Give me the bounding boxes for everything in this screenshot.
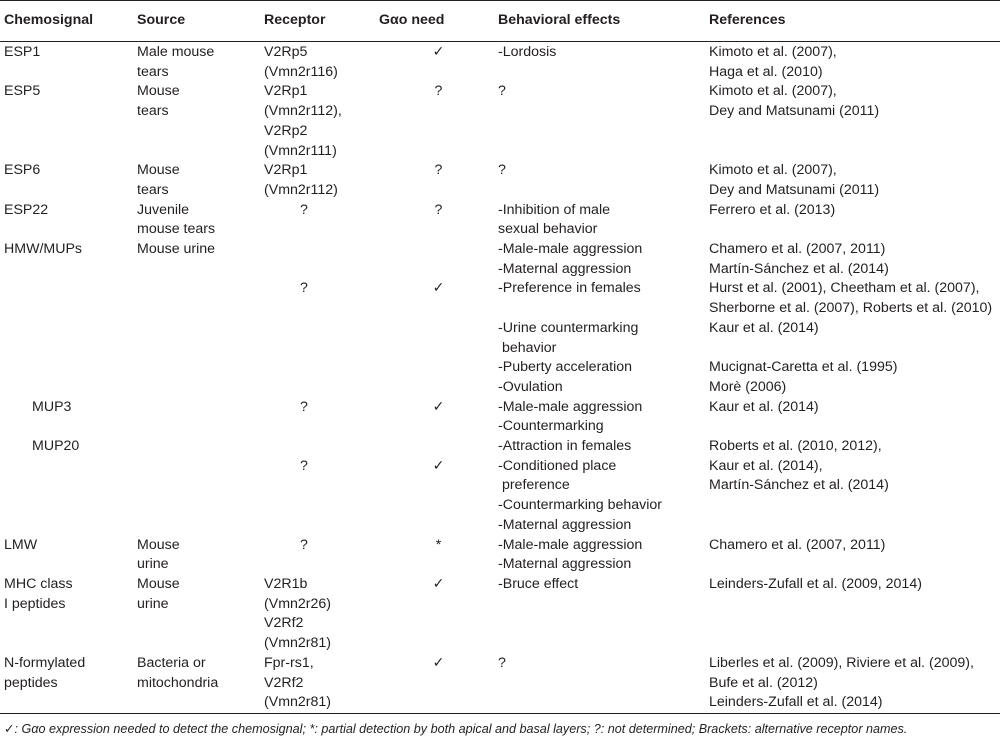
- cell-references-line: Leinders-Zufall et al. (2014): [709, 694, 883, 711]
- cell-source: [137, 42, 264, 83]
- cell-behavioral-effects: [498, 82, 709, 161]
- cell-references-line: Martín-Sánchez et al. (2014): [709, 477, 889, 494]
- cell-receptor: [264, 319, 379, 358]
- cell-receptor-line: ?: [300, 398, 308, 415]
- cell-behavioral-effects: [498, 240, 709, 279]
- table-row: [0, 82, 1000, 161]
- cell-source: [137, 82, 264, 161]
- cell-references-line: Chamero et al. (2007, 2011): [709, 536, 886, 553]
- cell-gao-need: [379, 240, 498, 279]
- cell-gao-need: [379, 575, 498, 654]
- cell-references: [709, 201, 1000, 240]
- cell-chemosignal: [0, 358, 137, 397]
- cell-receptor-line: ?: [300, 536, 308, 553]
- cell-source-line: Mouse urine: [137, 241, 216, 258]
- table-footnote: ✓: Gαo expression needed to detect the chemosignal; *: partial detection by both apical and basal layers; ?: not determined; Brackets: alternative receptor names.: [4, 721, 908, 736]
- cell-receptor: [264, 42, 379, 83]
- cell-behavioral-effects-line: -Bruce effect: [498, 575, 579, 592]
- cell-references: [709, 536, 1000, 575]
- gao-need-value: *: [435, 536, 442, 553]
- gao-need-value: ✓: [432, 457, 445, 474]
- cell-chemosignal-line: MUP20: [32, 438, 80, 455]
- table-row: [0, 457, 1000, 536]
- cell-behavioral-effects-line: sexual behavior: [498, 221, 598, 238]
- cell-source-line: urine: [137, 595, 169, 612]
- cell-receptor: [264, 398, 379, 437]
- cell-behavioral-effects: [498, 319, 709, 358]
- cell-source-line: mitochondria: [137, 674, 219, 691]
- cell-receptor-line: V2R1b: [264, 575, 308, 592]
- cell-behavioral-effects: [498, 279, 709, 318]
- cell-behavioral-effects-line: -Conditioned place: [498, 457, 617, 474]
- cell-gao-need: [379, 82, 498, 161]
- cell-source: [137, 358, 264, 397]
- cell-receptor-line: V2Rf2: [264, 615, 304, 632]
- cell-source-line: tears: [137, 103, 169, 120]
- cell-behavioral-effects: [498, 575, 709, 654]
- cell-chemosignal: [0, 201, 137, 240]
- cell-gao-need: [379, 358, 498, 397]
- cell-references-line: Chamero et al. (2007, 2011): [709, 241, 886, 258]
- cell-references-line: Martín-Sánchez et al. (2014): [709, 260, 889, 277]
- cell-references: [709, 319, 1000, 358]
- cell-chemosignal-line: ESP6: [4, 162, 41, 179]
- cell-behavioral-effects-line: -Maternal aggression: [498, 556, 632, 573]
- cell-source: [137, 654, 264, 714]
- cell-receptor-line: (Vmn2r81): [264, 694, 332, 711]
- table-row: [0, 201, 1000, 240]
- cell-chemosignal-line: N-formylated: [4, 654, 86, 671]
- cell-references-line: Hurst et al. (2001), Cheetham et al. (2007),: [709, 280, 980, 297]
- table-row: [0, 240, 1000, 279]
- cell-chemosignal: [0, 398, 137, 437]
- cell-chemosignal-line: MUP3: [32, 398, 72, 415]
- cell-references-line: Haga et al. (2010): [709, 63, 823, 80]
- cell-behavioral-effects-line: -Ovulation: [498, 378, 563, 395]
- cell-behavioral-effects-line: -Lordosis: [498, 44, 557, 60]
- cell-gao-need: [379, 398, 498, 437]
- cell-source-line: urine: [137, 556, 169, 573]
- header-chemosignal: Chemosignal: [0, 1, 137, 42]
- cell-source: [137, 279, 264, 318]
- table-row: [0, 358, 1000, 397]
- gao-need-value: ?: [434, 162, 443, 179]
- cell-chemosignal-line: MHC class: [4, 575, 73, 592]
- cell-references-line: Morè (2006): [709, 378, 787, 395]
- cell-references: [709, 437, 1000, 457]
- cell-source: [137, 437, 264, 457]
- table-row: [0, 398, 1000, 437]
- cell-references-line: Bufe et al. (2012): [709, 674, 818, 691]
- cell-references: [709, 457, 1000, 536]
- cell-receptor-line: (Vmn2r116): [264, 63, 338, 80]
- cell-references-line: Leinders-Zufall et al. (2009, 2014): [709, 575, 922, 592]
- cell-source: [137, 398, 264, 437]
- table-row: [0, 437, 1000, 457]
- header-receptor: Receptor: [264, 1, 379, 42]
- header-behavioral-effects: Behavioral effects: [498, 1, 709, 42]
- cell-references-line: Kaur et al. (2014): [709, 319, 819, 336]
- cell-source: [137, 457, 264, 536]
- cell-behavioral-effects-line: -Maternal aggression: [498, 516, 632, 533]
- cell-references: [709, 398, 1000, 437]
- cell-gao-need: [379, 42, 498, 83]
- table-row: [0, 42, 1000, 83]
- cell-receptor-line: (Vmn2r81): [264, 635, 332, 652]
- cell-gao-need: [379, 457, 498, 536]
- gao-need-value: ?: [434, 201, 443, 218]
- cell-receptor-line: (Vmn2r112): [264, 181, 338, 198]
- cell-receptor-line: V2Rp5: [264, 44, 308, 60]
- cell-references-line: Kaur et al. (2014): [709, 398, 819, 415]
- cell-receptor: [264, 201, 379, 240]
- cell-behavioral-effects-line: -Inhibition of male: [498, 201, 610, 218]
- cell-chemosignal: [0, 575, 137, 654]
- cell-behavioral-effects: [498, 201, 709, 240]
- cell-receptor: [264, 358, 379, 397]
- cell-source: [137, 575, 264, 654]
- cell-gao-need: [379, 279, 498, 318]
- gao-need-value: ✓: [432, 280, 445, 297]
- cell-source-line: Mouse: [137, 162, 180, 179]
- cell-gao-need: [379, 319, 498, 358]
- cell-receptor-line: ?: [300, 201, 308, 218]
- cell-chemosignal-line: ESP22: [4, 201, 49, 218]
- cell-behavioral-effects: [498, 398, 709, 437]
- cell-behavioral-effects: [498, 457, 709, 536]
- cell-behavioral-effects-line: -Urine countermarking: [498, 319, 639, 336]
- cell-source: [137, 536, 264, 575]
- cell-chemosignal-line: ESP5: [4, 83, 41, 100]
- cell-behavioral-effects-line: -Attraction in females: [498, 438, 632, 455]
- cell-source-line: mouse tears: [137, 221, 216, 238]
- cell-references-line: Kimoto et al. (2007),: [709, 44, 837, 60]
- cell-behavioral-effects-line: ?: [498, 654, 506, 671]
- cell-source: [137, 201, 264, 240]
- cell-chemosignal-line: HMW/MUPs: [4, 241, 83, 258]
- header-row: [0, 1, 1000, 42]
- cell-references: [709, 279, 1000, 318]
- cell-receptor-line: V2Rp1: [264, 83, 308, 100]
- gao-need-value: ?: [434, 83, 443, 100]
- cell-gao-need: [379, 201, 498, 240]
- cell-source-line: Mouse: [137, 536, 180, 553]
- table-row: [0, 319, 1000, 358]
- cell-receptor-line: V2Rf2: [264, 674, 304, 691]
- cell-references-line: Dey and Matsunami (2011): [709, 103, 880, 120]
- cell-receptor-line: V2Rp1: [264, 162, 308, 179]
- table-row: [0, 279, 1000, 318]
- cell-gao-need: [379, 536, 498, 575]
- cell-source: [137, 161, 264, 200]
- cell-source-line: Juvenile: [137, 201, 190, 218]
- cell-chemosignal-line: ESP1: [4, 44, 41, 60]
- cell-source-line: Mouse: [137, 575, 180, 592]
- cell-receptor: [264, 82, 379, 161]
- cell-references-line: Mucignat-Caretta et al. (1995): [709, 359, 898, 376]
- table-row: [0, 654, 1000, 714]
- cell-behavioral-effects-line: -Puberty acceleration: [498, 359, 633, 376]
- cell-behavioral-effects: [498, 161, 709, 200]
- cell-receptor-line: Fpr-rs1,: [264, 654, 314, 671]
- cell-source-line: Male mouse: [137, 44, 215, 60]
- cell-source-line: Bacteria or: [137, 654, 206, 671]
- cell-receptor: [264, 536, 379, 575]
- header-references: References: [709, 1, 1000, 42]
- gao-need-value: ✓: [432, 398, 445, 415]
- cell-source: [137, 319, 264, 358]
- cell-behavioral-effects: [498, 654, 709, 714]
- cell-chemosignal: [0, 42, 137, 83]
- cell-source-line: Mouse: [137, 83, 180, 100]
- cell-references-line: Ferrero et al. (2013): [709, 201, 836, 218]
- cell-chemosignal: [0, 82, 137, 161]
- cell-chemosignal: [0, 437, 137, 457]
- cell-receptor: [264, 437, 379, 457]
- cell-references: [709, 42, 1000, 83]
- cell-source: [137, 240, 264, 279]
- cell-receptor-line: (Vmn2r112),: [264, 103, 342, 120]
- cell-gao-need: [379, 654, 498, 714]
- cell-behavioral-effects-line: -Maternal aggression: [498, 260, 632, 277]
- cell-receptor-line: (Vmn2r111): [264, 142, 337, 159]
- cell-behavioral-effects-line: -Male-male aggression: [498, 241, 643, 258]
- cell-references: [709, 654, 1000, 714]
- cell-behavioral-effects-line: -Countermarking: [498, 418, 604, 435]
- header-source: Source: [137, 1, 264, 42]
- cell-receptor-line: (Vmn2r26): [264, 595, 332, 612]
- cell-receptor: [264, 575, 379, 654]
- cell-chemosignal-line: LMW: [4, 536, 38, 553]
- cell-references-line: Liberles et al. (2009), Riviere et al. (2009),: [709, 654, 974, 671]
- cell-references-line: Roberts et al. (2010, 2012),: [709, 438, 882, 455]
- footnote-text-row: [0, 714, 1000, 740]
- cell-behavioral-effects: [498, 42, 709, 83]
- table-row: [0, 536, 1000, 575]
- gao-need-value: ✓: [432, 575, 445, 592]
- cell-references: [709, 575, 1000, 654]
- cell-references-line: Sherborne et al. (2007), Roberts et al. (2010): [709, 300, 993, 317]
- cell-references-line: Kimoto et al. (2007),: [709, 83, 837, 100]
- cell-source-line: tears: [137, 63, 169, 80]
- table-row: [0, 575, 1000, 654]
- cell-chemosignal: [0, 161, 137, 200]
- gao-need-value: ✓: [432, 654, 445, 671]
- cell-references-line: Kaur et al. (2014),: [709, 457, 823, 474]
- cell-chemosignal-line: I peptides: [4, 595, 66, 612]
- cell-behavioral-effects-line: behavior: [498, 339, 557, 356]
- cell-references-line: Dey and Matsunami (2011): [709, 181, 880, 198]
- cell-behavioral-effects-line: -Male-male aggression: [498, 536, 643, 553]
- cell-chemosignal: [0, 536, 137, 575]
- cell-receptor-line: V2Rp2: [264, 122, 308, 139]
- cell-chemosignal: [0, 279, 137, 318]
- cell-behavioral-effects-line: ?: [498, 83, 506, 100]
- cell-chemosignal: [0, 240, 137, 279]
- cell-references: [709, 82, 1000, 161]
- cell-references-line: Kimoto et al. (2007),: [709, 162, 837, 179]
- cell-behavioral-effects-line: -Preference in females: [498, 280, 641, 297]
- cell-chemosignal: [0, 319, 137, 358]
- cell-chemosignal-line: peptides: [4, 674, 58, 691]
- cell-references: [709, 161, 1000, 200]
- cell-receptor: [264, 279, 379, 318]
- cell-gao-need: [379, 437, 498, 457]
- cell-receptor: [264, 240, 379, 279]
- cell-gao-need: [379, 161, 498, 200]
- table-row: [0, 161, 1000, 200]
- cell-behavioral-effects-line: -Male-male aggression: [498, 398, 643, 415]
- header-gao-need: Gαo need: [379, 1, 498, 42]
- cell-behavioral-effects-line: preference: [498, 477, 570, 494]
- cell-receptor: [264, 654, 379, 714]
- cell-behavioral-effects: [498, 536, 709, 575]
- cell-receptor: [264, 161, 379, 200]
- cell-references: [709, 240, 1000, 279]
- table-body: [0, 42, 1000, 714]
- cell-behavioral-effects: [498, 437, 709, 457]
- cell-references: [709, 358, 1000, 397]
- cell-behavioral-effects-line: -Countermarking behavior: [498, 497, 663, 514]
- cell-receptor-line: ?: [300, 280, 308, 297]
- gao-need-value: ✓: [432, 44, 445, 60]
- cell-behavioral-effects: [498, 358, 709, 397]
- cell-receptor: [264, 457, 379, 536]
- cell-chemosignal: [0, 654, 137, 714]
- cell-chemosignal: [0, 457, 137, 536]
- cell-behavioral-effects-line: ?: [498, 162, 506, 179]
- cell-source-line: tears: [137, 181, 169, 198]
- cell-receptor-line: ?: [300, 457, 308, 474]
